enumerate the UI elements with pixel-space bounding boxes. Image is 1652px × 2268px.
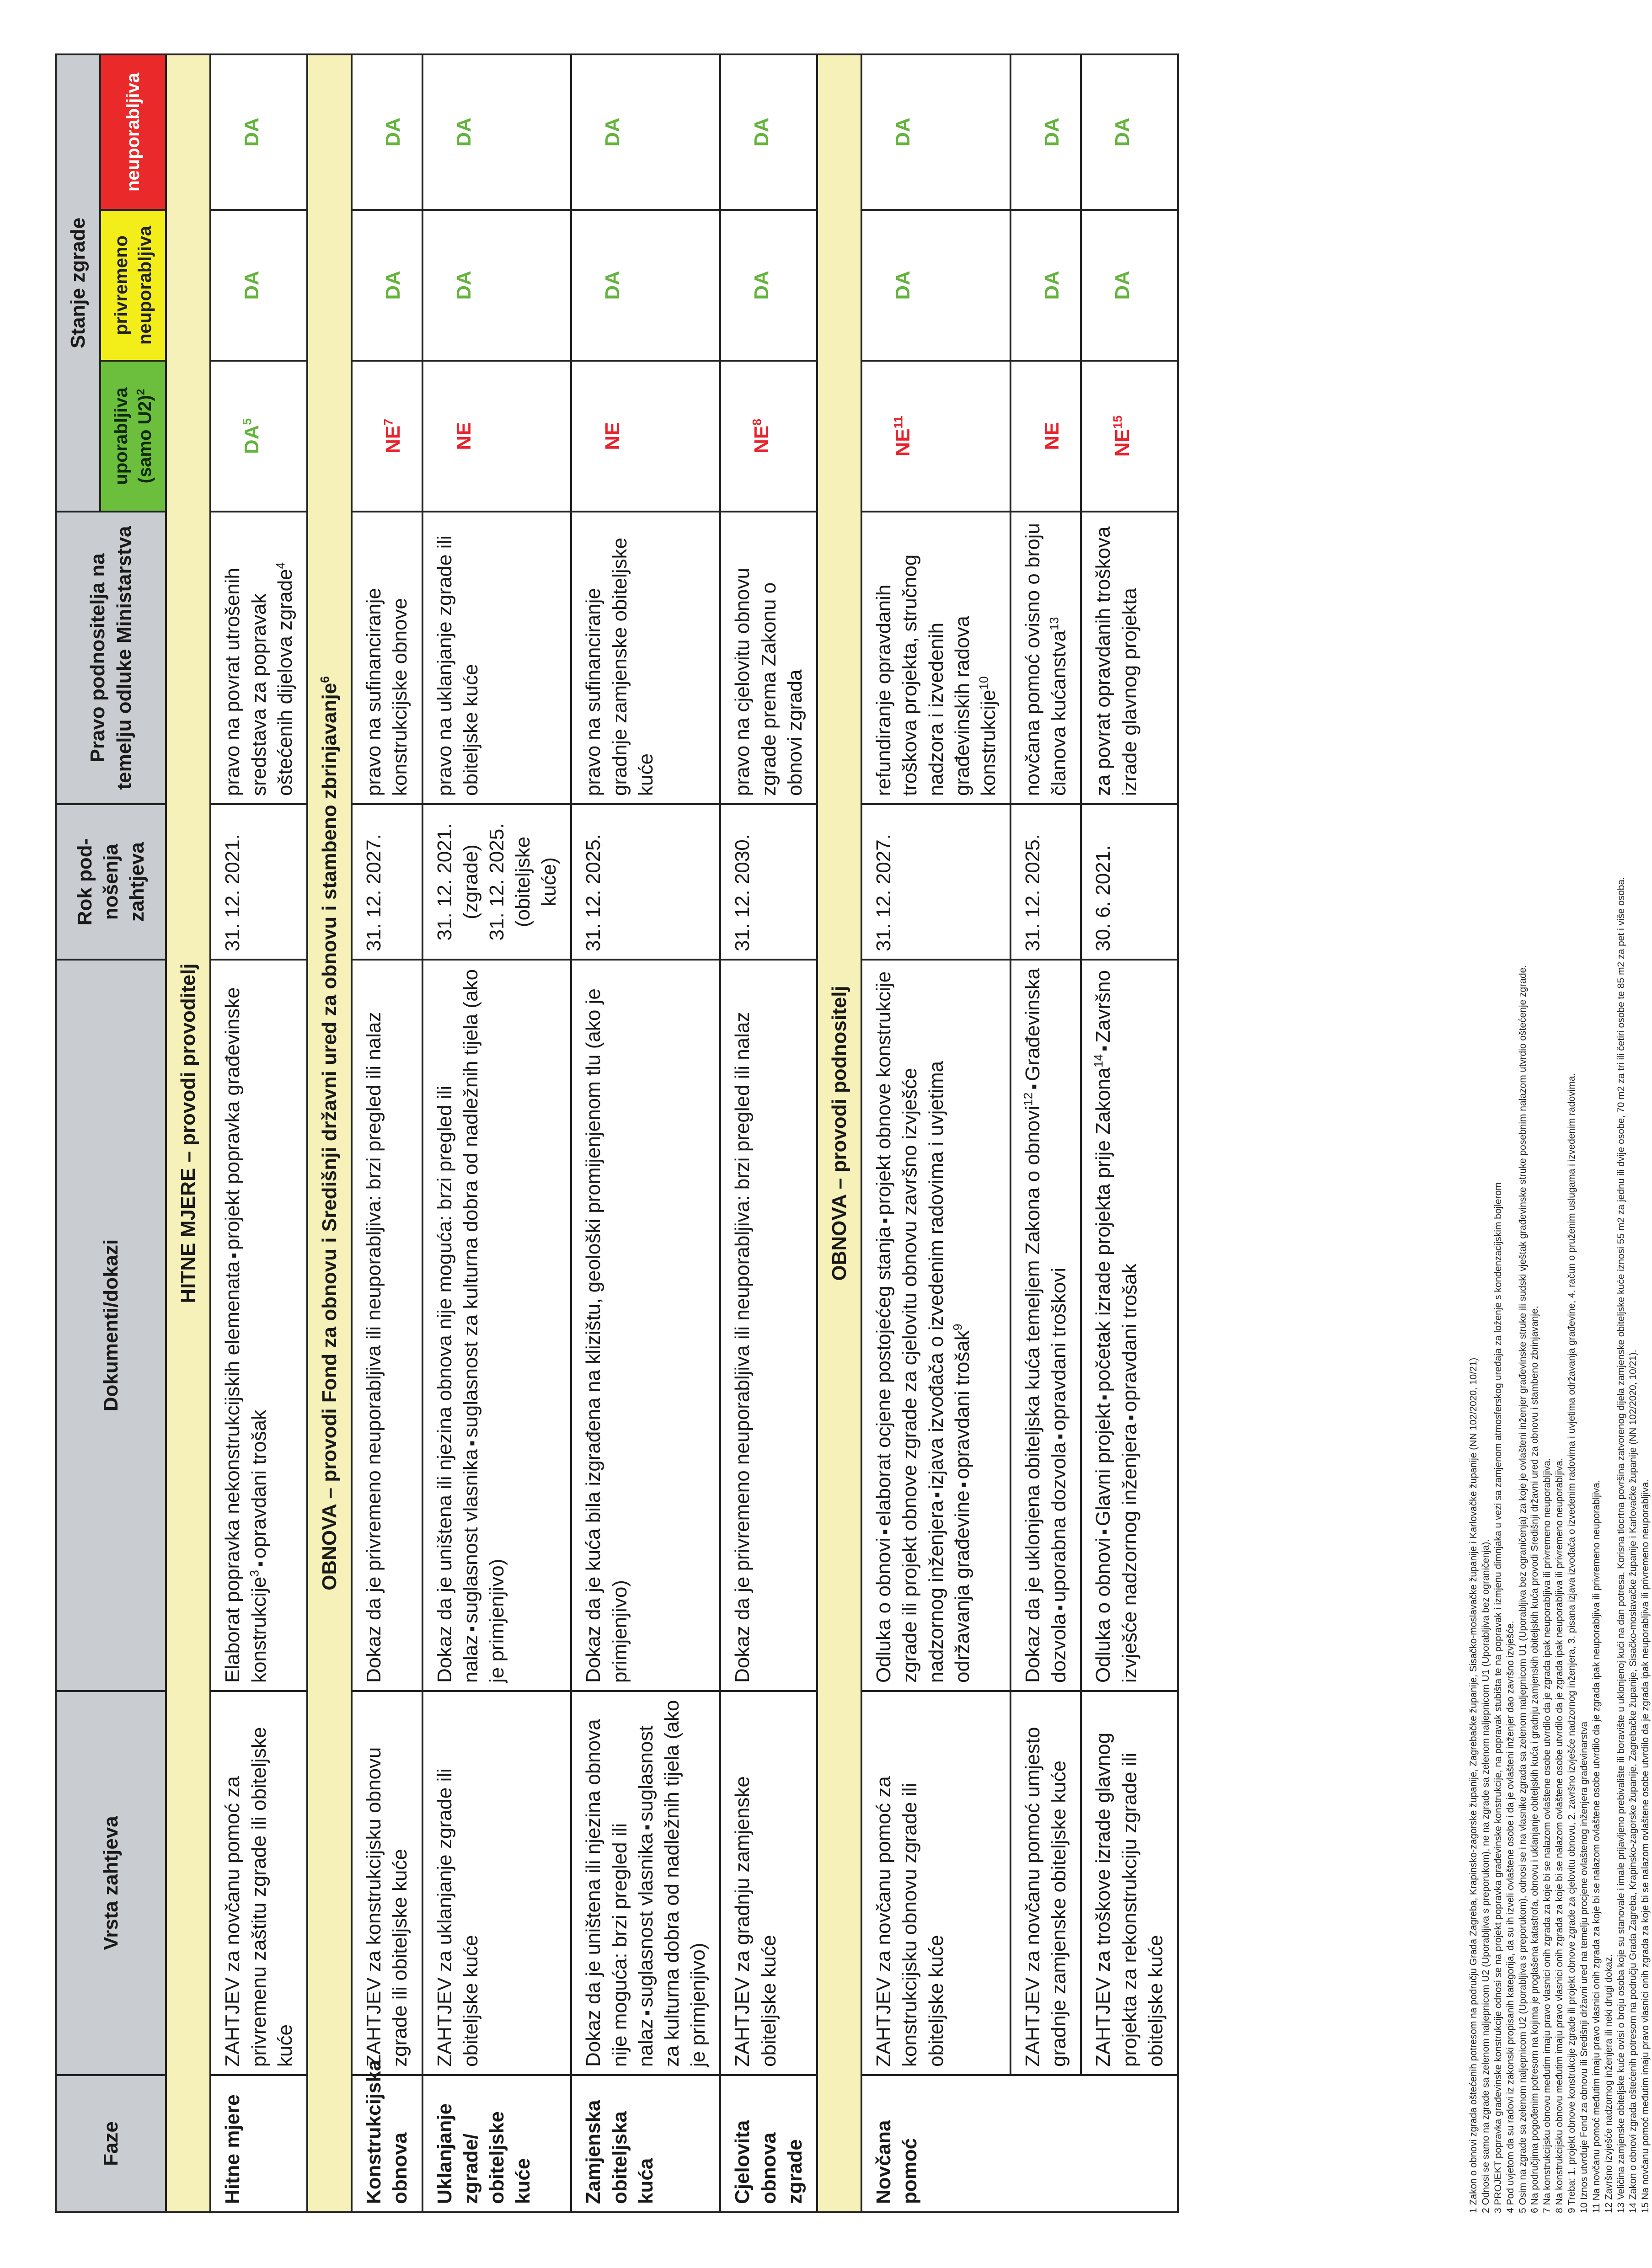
answer-neuporabljiva: DA [1081,54,1178,210]
answer-neuporabljiva: DA [352,54,422,210]
answer-neuporabljiva: DA [861,54,1010,210]
answer-uporabljiva: NE$^{11}$ [861,361,1010,512]
vrsta-cell: ZAHTJEV za novčanu pomoć za privremenu zaštitu zgrade ili obiteljske kuće [210,1691,307,2075]
footnote: 7 Na konstrukcijsku obnovu međutim imaju pravo vlasnici onih zgrada za koje bi se nalazom ovlaštene osobe utvrdilo da je zgrada ipak neuporabljiva ili privremeno neuporabljiva. [1542,1458,1553,2213]
section-title: OBNOVA – provodi Fond za obnovu i Središnji državni ured za obnovu i stambeno zbrinjavanje$^6$ [307,54,352,2212]
right-cell: pravo na cjelovitu obnovu zgrade prema Zakonu o obnovi zgrada [720,512,817,804]
footnote: 12 Završno izvješće nadzornog inženjera ili neki drugi dokaz. [1603,1954,1614,2213]
right-cell: pravo na uklanjanje zgrade ili obiteljske kuće [422,512,572,804]
table-row [1010,54,1081,2212]
answer-uporabljiva: $DA^5$ [210,361,307,512]
deadline-cell: 31. 12. 2021. (zgrade) 31. 12. 2025. (obiteljske kuće) [422,804,572,960]
documents-cell: Odluka o obnovi▪elaborat ocjene postojećeg stanja▪projekt obnove konstrukcije zgrade ili projekt obnove zgrade za cjelovitu obnovu završno izvješće nadzornog inženjera▪izjava izvođača o izvedenim radovima i uvjetima održavanja građevine▪opravdani trošak$^9$ [861,960,1010,1691]
vrsta-cell: ZAHTJEV za uklanjanje zgrade ili obiteljske kuće [422,1691,572,2075]
table-row [861,54,1010,2212]
answer-privremeno: DA [720,210,817,361]
vrsta-cell: ZAHTJEV za troškove izrade glavnog projekta za rekonstrukciju zgrade ili obiteljske kuće [1081,1691,1178,2075]
answer-privremeno: DA [1081,210,1178,361]
answer-neuporabljiva: DA [1010,54,1081,210]
right-cell: pravo na sufinanciranje konstrukcijske obnove [352,512,422,804]
answer-privremeno: DA [1010,210,1081,361]
phase-cell: Cjelovita obnova zgrade [720,2075,817,2212]
header-faze: Faze [56,2075,166,2212]
footnote: 3 PROJEKT popravka građevinske konstrukcije odnosi se na projekt popravka građevinske konstrukcije, na popravak stubišta te na popravak i izmjenu dimnjaka u vezi sa zamjenom atmosferskog uređaja za loženje s kondenzacijskim bojlerom [1492,1182,1503,2213]
answer-uporabljiva: NE [1010,361,1081,512]
deadline-cell: 31. 12. 2030. [720,804,817,960]
documents-cell: Dokaz da je kuća bila izgrađena na klizištu, geološki promijenjenom tlu (ako je primjenjivo) [571,960,720,1691]
footnote: 13 Veličina zamjenske obiteljske kuće ovisi o broju osoba koje su stanovale i imale prijavljeno prebivalište ili boravište u uklonjenoj kući na dan potresa. Korisna tlocrtna površina zatvorenog dijela zamjenske obiteljske kuće iznosi 55 m2 za jednu ili dvije osobe, 70 m2 za tri ili četiri osobe te 85 m2 za pet i više osoba. [1615,877,1626,2213]
footnote: 2 Odnosi se samo na zgrade sa zelenom naljepnicom U2 (Uporabljiva s preporukom), ne na zgrade sa zelenom naljepnicom U1 (Uporabljiva bez ograničenja). [1480,1539,1491,2213]
header-vrsta-zahtjeva: Vrsta zahtjeva [56,1691,166,2075]
header-stanje-zgrade: Stanje zgrade [56,54,100,512]
documents-cell: Dokaz da je uklonjena obiteljska kuća temeljem Zakona o obnovi$^{12}$▪Građevinska dozvola▪uporabna dozvola▪opravdani troškovi [1010,960,1081,1691]
answer-privremeno: DA [210,210,307,361]
footnote: 1 Zakon o obnovi zgrada oštećenih potresom na području Grada Zagreba, Krapinsko-zagorske županije, Zagrebačke županije, Sisačko-moslavačke županije i Karlovačke županije (NN 102/2020, 10/21) [1468,1357,1479,2213]
answer-uporabljiva: NE [571,361,720,512]
phase-cell: Uklanjanje zgrade/ obiteljske kuće [422,2075,572,2212]
header-neuporabljiva: neuporabljiva [100,54,166,210]
answer-privremeno: DA [861,210,1010,361]
footnotes [1468,55,1652,2213]
right-cell: novčana pomoć ovisno o broju članova kućanstva$^{13}$ [1010,512,1081,804]
answer-privremeno: DA [352,210,422,361]
deadline-cell: 31. 12. 2025. [571,804,720,960]
header-uporabljiva: uporabljiva (samo U2)$^2$ [100,361,166,512]
answer-neuporabljiva: DA [720,54,817,210]
deadline-cell: 31. 12. 2027. [861,804,1010,960]
footnote: 5 Osim na zgrade sa zelenom naljepnicom U2 (Uporabljiva s preporukom), odnosi se i na vlasnike zgrada sa zelenom naljepnicom U1 (Uporabljiva bez ograničenja) za koje je ovlašteni inženjer građevinske struke ili sudski vještak građevinske struke posebnim nalazom utvrdio oštećenje zgrade. [1517,965,1528,2213]
section-obnova-podnositelj [817,54,861,2212]
table-row [352,54,422,2212]
deadline-cell: 30. 6. 2021. [1081,804,1178,960]
header-pravo: Pravo podnositelja na temelju odluke Ministarstva [56,512,166,804]
phase-cell: Zamjenska obiteljska kuća [571,2075,720,2212]
deadline-cell: 31. 12. 2027. [352,804,422,960]
phase-cell: Hitne mjere [210,2075,307,2212]
documents-cell: Dokaz da je privremeno neuporabljiva ili neuporabljiva: brzi pregled ili nalaz [720,960,817,1691]
vrsta-cell: ZAHTJEV za konstrukcijsku obnovu zgrade ili obiteljske kuće [352,1691,422,2075]
answer-uporabljiva: $NE^8$ [720,361,817,512]
table-row [210,54,307,2212]
header-rok: Rok pod- nošenja zahtjeva [56,804,166,960]
documents-cell: Dokaz da je privremeno neuporabljiva ili neuporabljiva: brzi pregled ili nalaz [352,960,422,1691]
right-cell: pravo na povrat utrošenih sredstava za popravak oštećenih dijelova zgrade$^4$ [210,512,307,804]
footnote: 11 Na novčanu pomoć međutim imaju pravo vlasnici onih zgrada za koje bi se nalazom ovlaštene osobe utvrdilo da je zgrada ipak neuporabljiva ili privremeno neuporabljiva. [1591,1480,1602,2213]
deadline-cell: 31. 12. 2025. [1010,804,1081,960]
header-dokumenti: Dokumenti/dokazi [56,960,166,1691]
answer-uporabljiva: NE$^{15}$ [1081,361,1178,512]
right-cell: pravo na sufinanciranje gradnje zamjenske obiteljske kuće [571,512,720,804]
footnote: 4 Pod uvjetom da su radovi iz zakonski propisanih kategorija, da su ih izveli ovlaštene osobe i da je ovlašteni inženjer dao završno izvješće. [1505,1621,1516,2213]
answer-uporabljiva: $NE^7$ [352,361,422,512]
answer-neuporabljiva: DA [422,54,572,210]
requests-table [55,53,1179,2213]
answer-uporabljiva: NE [422,361,572,512]
vrsta-cell: ZAHTJEV za novčanu pomoć umjesto gradnje zamjenske obiteljske kuće [1010,1691,1081,2075]
vrsta-cell: Dokaz da je uništena ili njezina obnova nije moguća: brzi pregled ili nalaz▪suglasnost vlasnika▪suglasnost za kulturna dobra od nadležnih tijela (ako je primjenjivo) [571,1691,720,2075]
footnote: 15 Na novčanu pomoć međutim imaju pravo vlasnici onih zgrada za koje bi se nalazom ovlaštene osobe utvrdilo da je zgrada ipak neuporabljiva ili privremeno neuporabljiva. [1640,1479,1651,2213]
header-privremeno-neuporabljiva: privremeno neuporabljiva [100,210,166,361]
table-row [1081,54,1178,2212]
answer-privremeno: DA [571,210,720,361]
answer-neuporabljiva: DA [571,54,720,210]
section-title: OBNOVA – provodi podnositelj [817,54,861,2212]
vrsta-cell: ZAHTJEV za novčanu pomoć za konstrukcijsku obnovu zgrade ili obiteljske kuće [861,1691,1010,2075]
table-row [571,54,720,2212]
footnote: 9 Treba: 1. projekt obnove konstrukcije zgrade ili projekt obnove zgrade za cjelovitu obnovu, 2. završno izvješće nadzornog inženjera, 3. pisana izjava izvođača o izvedenim radovima i uvjetima održavanja građevine, 4. račun o pruženim uslugama i izvedenim radovima. [1566,1073,1577,2213]
footnote: 6 Na područjima pogođenim potresom na kojima je proglašena katastrofa, obnovu i uklanjanje obiteljskih kuća i gradnju zamjenskih obiteljskih kuća provodi Središnji državni ured za obnovu i stambeno zbrinjavanje. [1529,1306,1540,2213]
documents-cell: Odluka o obnovi▪Glavni projekt▪početak izrade projekta prije Zakona$^{14}$▪Završno izvješće nadzornog inženjera▪opravdani trošak [1081,960,1178,1691]
phase-cell: Konstrukcijska obnova [352,2075,422,2212]
footnote: 14 Zakon o obnovi zgrada oštećenih potresom na području Grada Zagreba, Krapinsko-zagorske županije, Zagrebačke županije, Sisačko-moslavačke županije i Karlovačke županije (NN 102/2020, 10/21). [1628,1350,1639,2213]
section-title: HITNE MJERE – provodi provoditelj [166,54,210,2212]
footnote: 8 Na konstrukcijsku obnovu međutim imaju pravo vlasnici onih zgrada za koje bi se nalazom ovlaštene osobe utvrdilo da je zgrada ipak neuporabljiva ili privremeno neuporabljiva. [1554,1458,1565,2213]
footnote: 10 Iznos utvrđuje Fond za obnovu ili Središnji državni ured na temelju procjene ovlaštenog inženjera građevinarstva [1578,1721,1589,2213]
right-cell: za povrat opravdanih troškova izrade glavnog projekta [1081,512,1178,804]
phase-cell: Novčana pomoć [861,2075,1178,2212]
answer-privremeno: DA [422,210,572,361]
right-cell: refundiranje opravdanih troškova projekta, stručnog nadzora i izvedenih građevinskih radova konstrukcije$^{10}$ [861,512,1010,804]
section-hitne-mjere [166,54,210,2212]
header-row [56,54,100,2212]
table-row [422,54,572,2212]
section-obnova-fond [307,54,352,2212]
documents-cell: Dokaz da je uništena ili njezina obnova nije moguća: brzi pregled ili nalaz▪suglasnost vlasnika▪suglasnost za kulturna dobra od nadležnih tijela (ako je primjenjivo) [422,960,572,1691]
answer-neuporabljiva: DA [210,54,307,210]
documents-cell: Elaborat popravka nekonstrukcijskih elemenata▪projekt popravka građevinske konstrukcije$^3$▪opravdani trošak [210,960,307,1691]
table-row [720,54,817,2212]
vrsta-cell: ZAHTJEV za gradnju zamjenske obiteljske kuće [720,1691,817,2075]
deadline-cell: 31. 12. 2021. [210,804,307,960]
